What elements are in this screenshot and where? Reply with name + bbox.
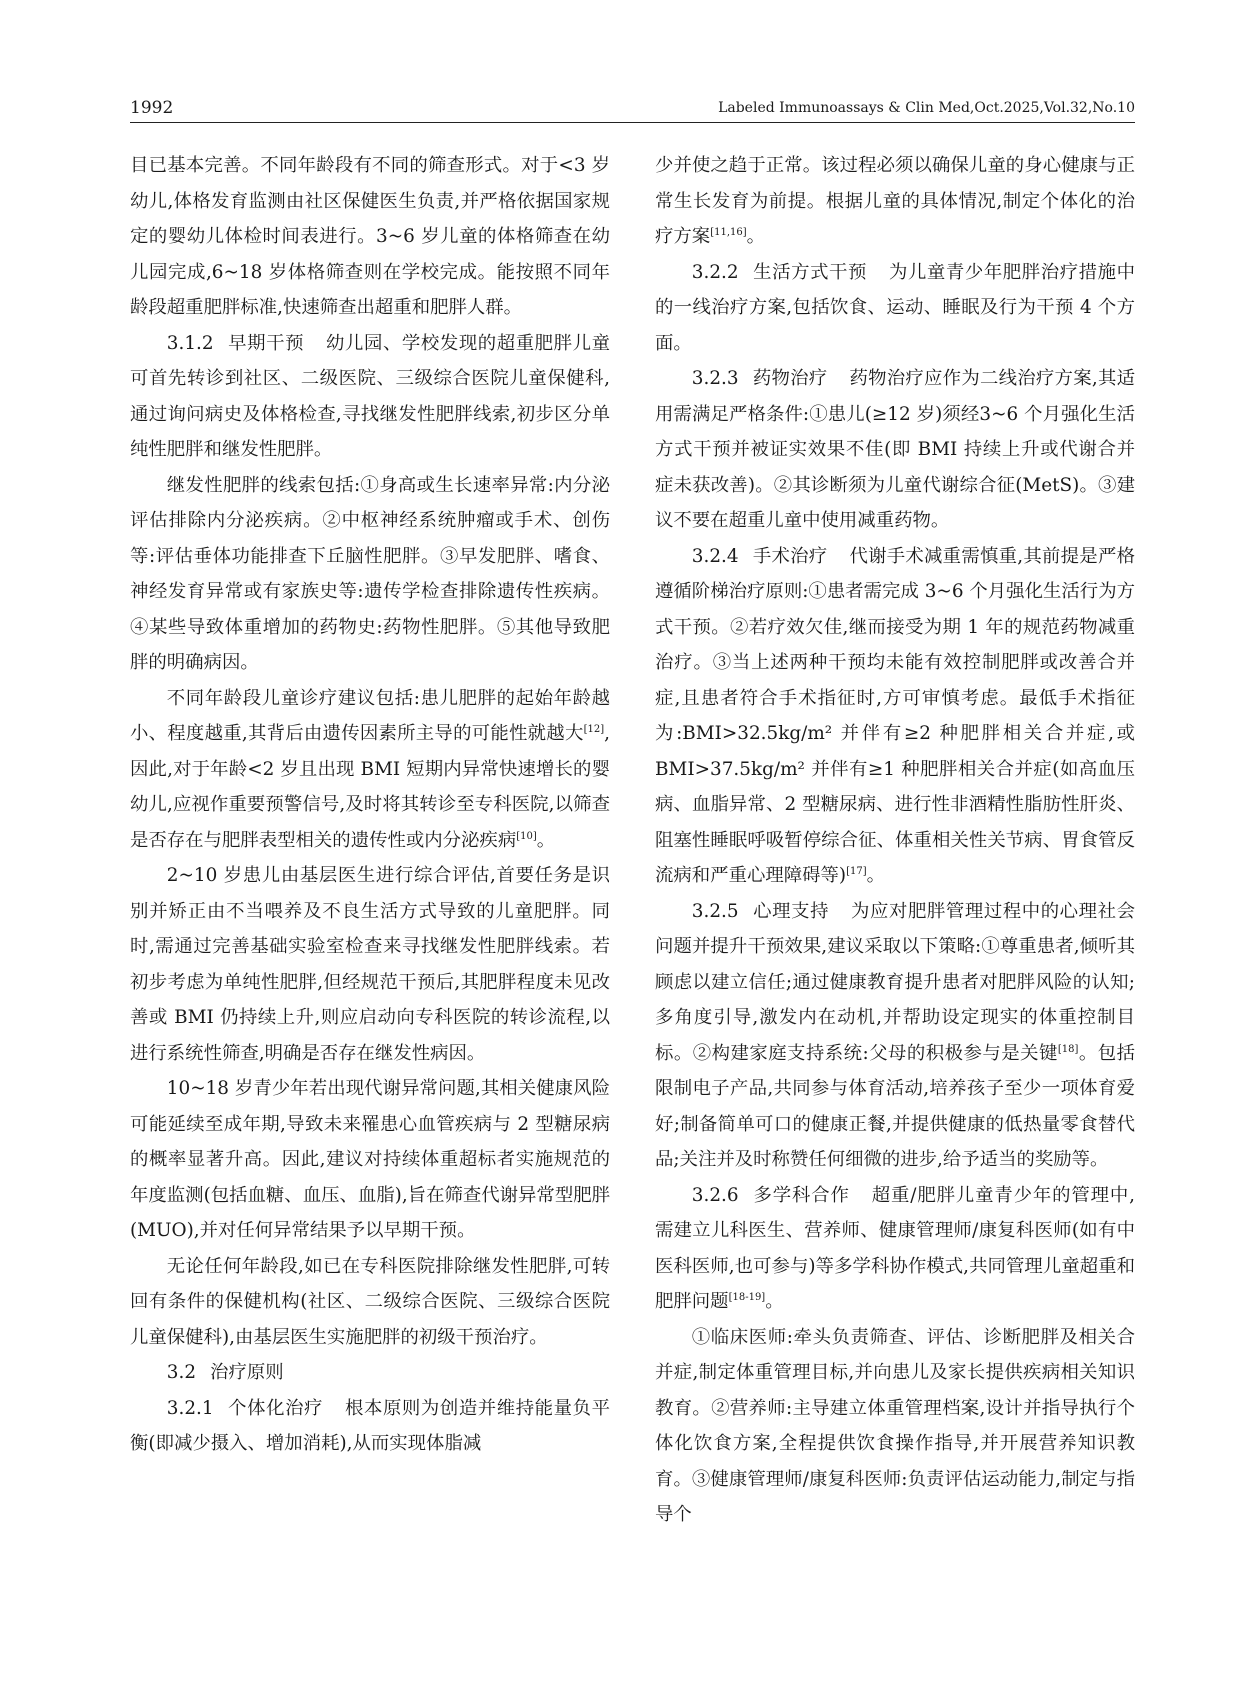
section-text: 超重/肥胖儿童青少年的管理中,需建立儿科医生、营养师、健康管理师/康复科医师(如有中医科医师,也可参与)等多学科协作模式,共同管理儿童超重和肥胖问题	[655, 1184, 1135, 1312]
running-header	[130, 96, 1135, 123]
section-text: 根本原则为创造并维持能量负平衡(即减少摄入、增加消耗),从而实现体脂减	[130, 1397, 610, 1454]
paragraph-any-age: 无论任何年龄段,如已在专科医院排除继发性肥胖,可转回有条件的保健机构(社区、二级综合医院、三级综合医院儿童保健科),由基层医生实施肥胖的初级干预治疗。	[130, 1255, 610, 1348]
section-3-2-5	[655, 894, 1135, 1178]
section-3-2-2	[655, 255, 1135, 362]
paragraph-age-recommendations	[130, 681, 610, 859]
section-text: 幼儿园、学校发现的超重肥胖儿童可首先转诊到社区、二级医院、三级综合医院儿童保健科,通过询问病史及体格检查,寻找继发性肥胖线索,初步区分单纯性肥胖和继发性肥胖。	[130, 332, 610, 460]
right-column	[655, 148, 1135, 1533]
paragraph-team-roles: ①临床医师:牵头负责筛查、评估、诊断肥胖及相关合并症,制定体重管理目标,并向患儿及家长提供疾病相关知识教育。②营养师:主导建立体重管理档案,设计并指导执行个体化饮食方案,全程提供饮食操作指导,并开展营养知识教育。③健康管理师/康复科医师:负责评估运动能力,制定与指导个	[655, 1326, 1135, 1525]
paragraph-screening-forms: 目已基本完善。不同年龄段有不同的筛查形式。对于<3 岁幼儿,体格发育监测由社区保健医生负责,并严格依据国家规定的婴幼儿体检时间表进行。3~6 岁儿童的体格筛查在幼儿园完成,6~18 岁体格筛查则在学校完成。能按照不同年龄段超重肥胖标准,快速筛查出超重和肥胖人群。	[130, 155, 610, 318]
citation-ref: [18]	[1057, 1043, 1079, 1055]
section-title: 手术治疗	[752, 545, 828, 567]
citation-ref: [10]	[516, 830, 537, 842]
paragraph-text: 。	[536, 829, 556, 851]
section-text: 为应对肥胖管理过程中的心理社会问题并提升干预效果,建议采取以下策略:①尊重患者,倾听其顾虑以建立信任;通过健康教育提升患者对肥胖风险的认知;多角度引导,激发内在动机,并帮助设定现实的体重控制目标。②构建家庭支持系统:父母的积极参与是关键	[655, 900, 1135, 1064]
section-3-2-6	[655, 1178, 1135, 1320]
section-title: 药物治疗	[752, 368, 828, 389]
section-text: 。	[866, 865, 886, 886]
section-number: 3.2.4	[691, 545, 739, 567]
section-3-2-1	[130, 1391, 610, 1462]
section-title: 早期干预	[227, 332, 305, 354]
section-title: 治疗原则	[210, 1362, 284, 1383]
section-text: 代谢手术减重需慎重,其前提是严格遵循阶梯治疗原则:①患者需完成 3~6 个月强化生活行为方式干预。②若疗效欠佳,继而接受为期 1 年的规范药物减重治疗。③当上述两种干预均未能有效控制肥胖或改善合并症,且患者符合手术指征时,方可审慎考虑。最低手术指征为:BMI>32.5kg/m² 并伴有≥2 种肥胖相关合并症,或 BMI>37.5kg/m² 并伴有≥1 种肥胖相关合并症(如高血压病、血脂异常、2 型糖尿病、进行性非酒精性脂肪性肝炎、阻塞性睡眠呼吸暂停综合征、体重相关性关节病、胃食管反流病和严重心理障碍等)	[655, 545, 1135, 886]
paragraph-age-2-10: 2~10 岁患儿由基层医生进行综合评估,首要任务是识别并矫正由不当喂养及不良生活方式导致的儿童肥胖。同时,需通过完善基础实验室检查来寻找继发性肥胖线索。若初步考虑为单纯性肥胖,但经规范干预后,其肥胖程度未见改善或 BMI 仍持续上升,则应启动向专科医院的转诊流程,以进行系统性筛查,明确是否存在继发性病因。	[130, 865, 610, 1064]
section-3-1-2	[130, 326, 610, 468]
paragraph-text: 不同年龄段儿童诊疗建议包括:患儿肥胖的起始年龄越小、程度越重,其背后由遗传因素所主导的可能性就越大	[130, 687, 610, 744]
section-3-2-3	[655, 361, 1135, 539]
section-number: 3.2	[166, 1362, 197, 1383]
citation-ref: [17]	[846, 865, 867, 877]
section-number: 3.2.3	[691, 368, 739, 389]
paragraph-age-10-18: 10~18 岁青少年若出现代谢异常问题,其相关健康风险可能延续至成年期,导致未来罹患心血管疾病与 2 型糖尿病的概率显著升高。因此,建议对持续体重超标者实施规范的年度监测(包括血糖、血压、血脂),旨在筛查代谢异常型肥胖(MUO),并对任何异常结果予以早期干预。	[130, 1078, 610, 1241]
section-text: 。包括限制电子产品,共同参与体育活动,培养孩子至少一项体育爱好;制备简单可口的健康正餐,并提供健康的低热量零食替代品;关注并及时称赞任何细微的进步,给予适当的奖励等。	[655, 1042, 1135, 1170]
section-number: 3.2.5	[691, 900, 739, 922]
paragraph-text: 。	[746, 226, 766, 247]
section-3-2	[130, 1355, 610, 1391]
section-3-2-4	[655, 539, 1135, 894]
section-text: 药物治疗应作为二线治疗方案,其适用需满足严格条件:①患儿(≥12 岁)须经3~6 个月强化生活方式干预并被证实效果不佳(即 BMI 持续上升或代谢合并症未获改善)。②其诊断须为儿童代谢综合征(MetS)。③建议不要在超重儿童中使用减重药物。	[655, 368, 1135, 531]
left-column	[130, 148, 610, 1462]
section-text: 为儿童青少年肥胖治疗措施中的一线治疗方案,包括饮食、运动、睡眠及行为干预 4 个方面。	[655, 261, 1135, 354]
section-title: 多学科合作	[752, 1184, 850, 1206]
section-text: 。	[765, 1291, 784, 1312]
section-title: 个体化治疗	[227, 1397, 324, 1419]
section-title: 生活方式干预	[752, 261, 867, 283]
section-number: 3.2.1	[166, 1397, 214, 1419]
paragraph-secondary-obesity-clues: 继发性肥胖的线索包括:①身高或生长速率异常:内分泌评估排除内分泌疾病。②中枢神经系统肿瘤或手术、创伤等:评估垂体功能排查下丘脑性肥胖。③早发肥胖、嗜食、神经发育异常或有家族史等:遗传学检查排除遗传性疾病。④某些导致体重增加的药物史:药物性肥胖。⑤其他导致肥胖的明确病因。	[130, 474, 610, 673]
citation-ref: [11,16]	[710, 226, 747, 238]
section-number: 3.1.2	[166, 332, 214, 354]
page-number: 1992	[130, 98, 174, 118]
citation-ref: [12]	[583, 723, 605, 735]
journal-citation: Labeled Immunoassays & Clin Med,Oct.2025,Vol.32,No.10	[718, 100, 1135, 116]
section-title: 心理支持	[752, 900, 830, 922]
section-number: 3.2.6	[691, 1184, 739, 1206]
citation-ref: [18-19]	[728, 1291, 766, 1303]
paragraph-continued	[655, 148, 1135, 255]
paragraph-text: 少并使之趋于正常。该过程必须以确保儿童的身心健康与正常生长发育为前提。根据儿童的具体情况,制定个体化的治疗方案	[655, 155, 1135, 247]
section-number: 3.2.2	[691, 261, 739, 283]
paragraph-text: ,因此,对于年龄<2 岁且出现 BMI 短期内异常快速增长的婴幼儿,应视作重要预警信号,及时将其转诊至专科医院,以筛查是否存在与肥胖表型相关的遗传性或内分泌疾病	[130, 723, 610, 851]
